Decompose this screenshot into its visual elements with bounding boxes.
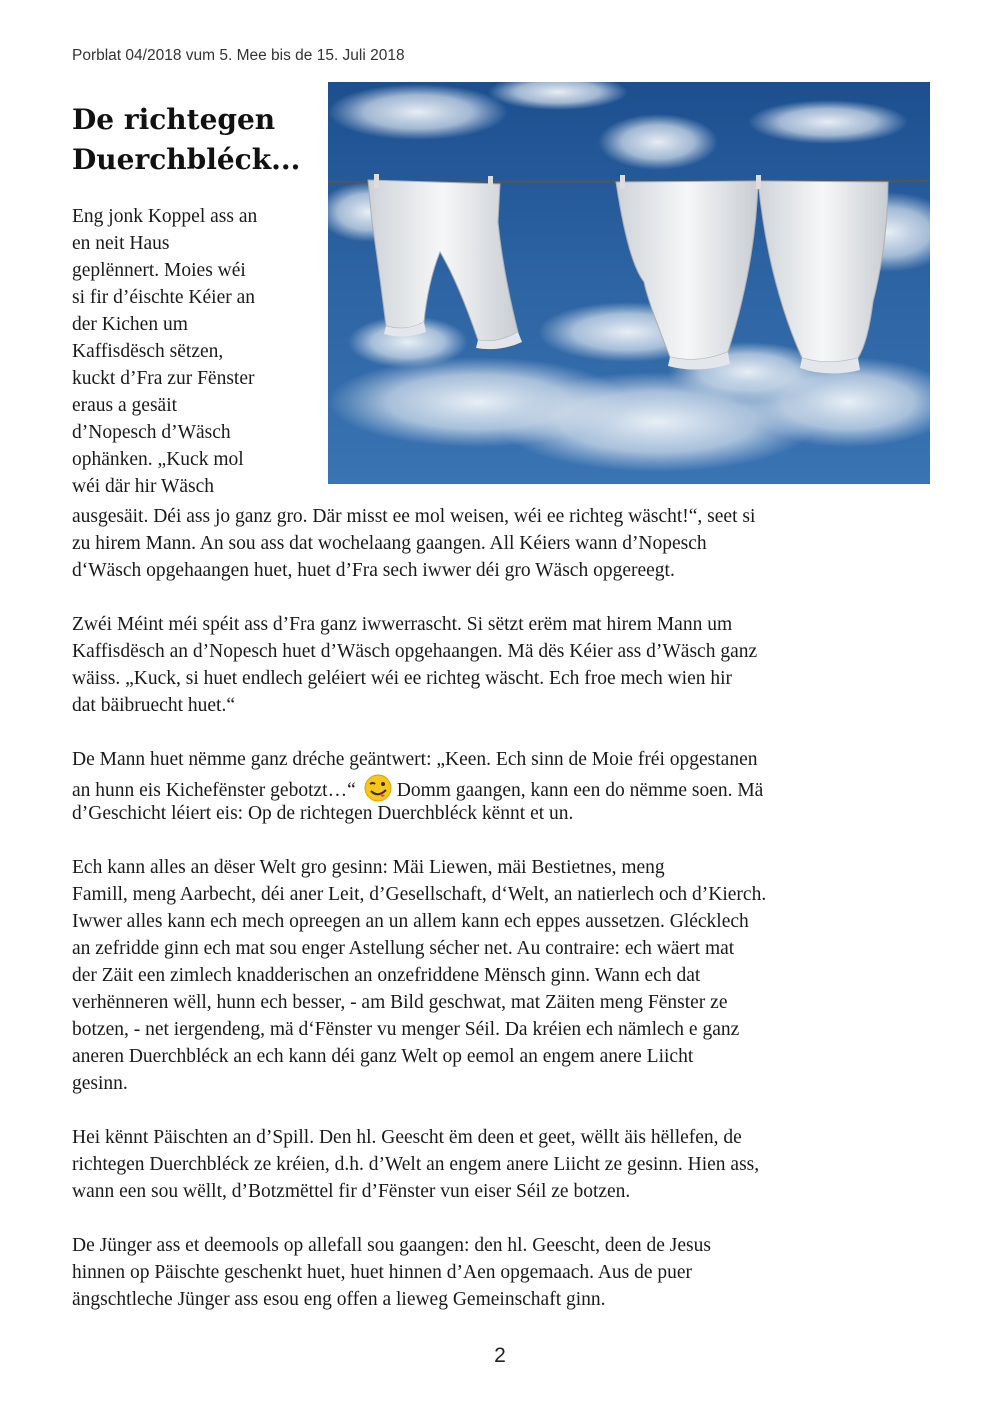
- text-line: eraus a gesäit: [72, 395, 178, 416]
- text-line: aneren Duerchbléck an ech kann déi ganz Welt op eemol an engem anere Liicht: [72, 1046, 694, 1067]
- text-line: richtegen Duerchbléck ze kréien, d.h. d’Welt an engem anere Liicht ze gesinn. Hien ass,: [72, 1154, 760, 1175]
- text-line: Zwéi Méint méi spéit ass d’Fra ganz iwwerrascht. Si sëtzt erëm mat hirem Mann um: [72, 614, 733, 635]
- page-header: Porblat 04/2018 vum 5. Mee bis de 15. Juli 2018: [72, 47, 405, 64]
- text-line: en neit Haus: [72, 233, 170, 254]
- text-line: Hei kënnt Päischten an d’Spill. Den hl. Geescht ëm deen et geet, wëllt äis hëllefen, de: [72, 1127, 742, 1148]
- text-line: dat bäibruecht huet.“: [72, 695, 235, 716]
- text-line: wann een sou wëllt, d’Botzmëttel fir d’Fënster vun eiser Séil ze botzen.: [72, 1181, 631, 1202]
- text-line: De Mann huet nëmme ganz dréche geäntwert: „Keen. Ech sinn de Moie fréi opgestanen: [72, 749, 758, 770]
- text-line: Kaffisdësch sëtzen,: [72, 341, 224, 362]
- text-line: Ech kann alles an dëser Welt gro gesinn: Mäi Liewen, mäi Bestietnes, meng: [72, 857, 665, 878]
- text-line: verhënneren wëll, hunn ech besser, - am Bild geschwat, mat Zäiten meng Fënster ze: [72, 992, 728, 1013]
- text-line: Iwwer alles kann ech mech opreegen an un allem kann ech eppes aussetzen. Glécklech: [72, 911, 749, 932]
- text-fragment: Domm gaangen, kann een do nëmme soen. Mä: [396, 780, 764, 801]
- text-line: ophänken. „Kuck mol: [72, 449, 244, 470]
- text-line: d’Nopesch d’Wäsch: [72, 422, 231, 443]
- title-line-2: Duerchbléck...: [72, 143, 301, 176]
- text-fragment: an hunn eis Kichefënster gebotzt…“: [72, 780, 356, 801]
- text-line: Famill, meng Aarbecht, déi aner Leit, d’Gesellschaft, d‘Welt, an natierlech och d’Kierch.: [72, 884, 767, 905]
- text-line: hinnen op Päischte geschenkt huet, huet hinnen d’Aen opgemaach. Aus de puer: [72, 1262, 693, 1283]
- text-line: ausgesäit. Déi ass jo ganz gro. Där misst ee mol weisen, wéi ee richteg wäscht!“, seet si: [72, 506, 756, 527]
- text-line: botzen, - net iergendeng, mä d‘Fënster vu menger Séil. Da kréien ech nämlech e ganz: [72, 1019, 740, 1040]
- text-line: d‘Wäsch opgehaangen huet, huet d’Fra sech iwwer déi gro Wäsch opgereegt.: [72, 560, 675, 581]
- text-line: zu hirem Mann. An sou ass dat wochelaang gaangen. All Kéiers wann d’Nopesch: [72, 533, 707, 554]
- text-line: Kaffisdësch an d’Nopesch huet d’Wäsch opgehaangen. Mä dës Kéier ass d’Wäsch ganz: [72, 641, 758, 662]
- text-line: ängschtleche Jünger ass esou eng offen a lieweg Gemeinschaft ginn.: [72, 1289, 606, 1310]
- text-line: wéi där hir Wäsch: [72, 476, 215, 497]
- text-line: der Zäit een zimlech knadderischen an onzefriddene Mënsch ginn. Wann ech dat: [72, 965, 701, 986]
- laundry-photo: [328, 82, 930, 484]
- text-line: kuckt d’Fra zur Fënster: [72, 368, 255, 389]
- text-line: d’Geschicht léiert eis: Op de richtegen Duerchbléck kënnt et un.: [72, 803, 574, 824]
- text-line: geplënnert. Moies wéi: [72, 260, 246, 281]
- title-line-1: De richtegen: [72, 103, 276, 136]
- text-line: der Kichen um: [72, 314, 188, 335]
- text-line: Eng jonk Koppel ass an: [72, 206, 258, 227]
- article-title: [72, 100, 300, 180]
- text-line: gesinn.: [72, 1073, 128, 1094]
- text-line: si fir d’éischte Kéier an: [72, 287, 256, 308]
- page-number: 2: [494, 1344, 506, 1367]
- text-line: an zefridde ginn ech mat sou enger Astellung sécher net. Au contraire: ech wäert mat: [72, 938, 735, 959]
- text-line: wäiss. „Kuck, si huet endlech geléiert wéi ee richteg wäscht. Ech froe mech wien hir: [72, 668, 733, 689]
- text-line: De Jünger ass et deemools op allefall sou gaangen: den hl. Geescht, deen de Jesus: [72, 1235, 711, 1256]
